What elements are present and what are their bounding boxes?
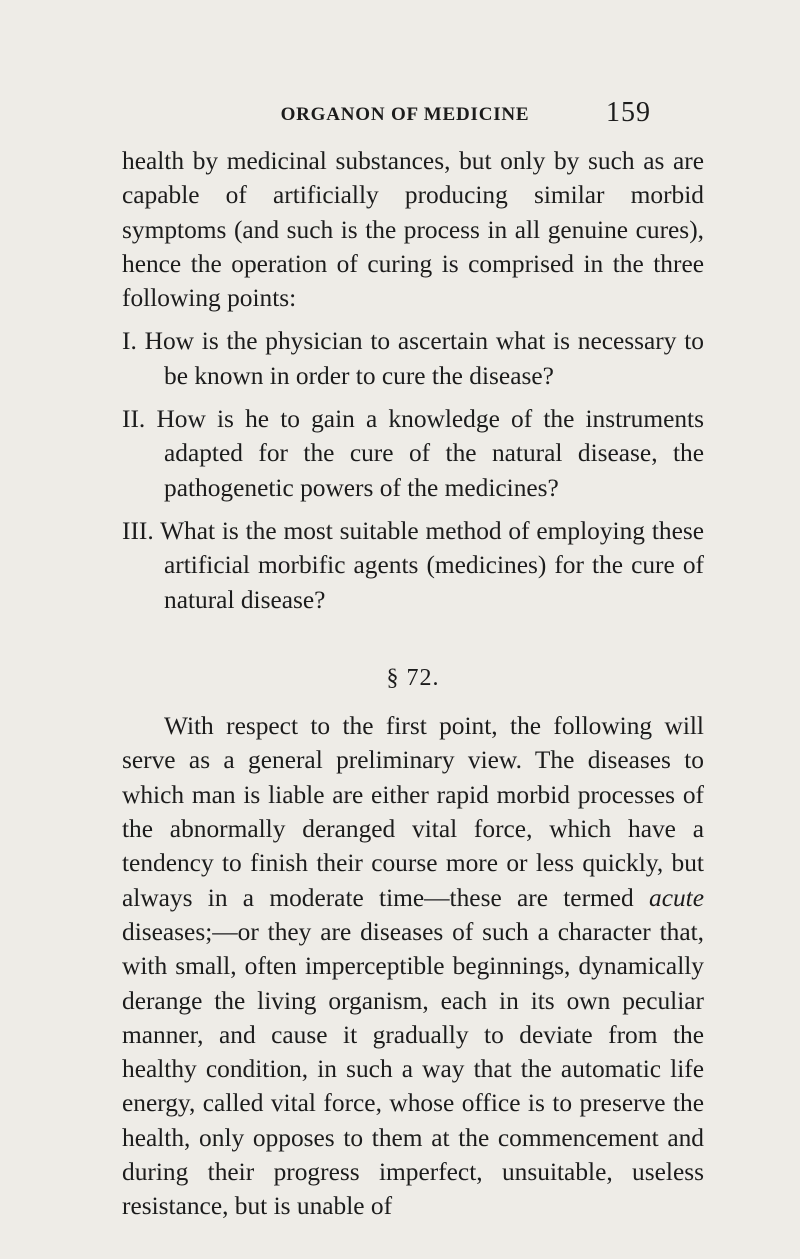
section-paragraph-italic-term: acute (649, 883, 704, 912)
point-text: How is he to gain a knowledge of the instruments adapted for the cure of the natural disease, the pathogenetic powers of the medicines? (156, 405, 704, 502)
section-paragraph (122, 709, 704, 1223)
point-numeral: II. (122, 405, 146, 434)
point-item-2 (122, 402, 704, 505)
intro-paragraph: health by medicinal substances, but only by such as are capable of artificially producing similar morbid symptoms (and such is the process in all genuine cures), hence the operation of curing is comprised in the three following points: (122, 147, 704, 313)
body-text (122, 144, 704, 1224)
section-paragraph-part-2: diseases;—or they are diseases of such a character that, with small, often imperceptible beginnings, dynamically derange the living organism, each in its own peculiar manner, and cause it gradually to deviate from the healthy condition, in such a way that the automatic life energy, called vital force, whose office is to preserve the health, only opposes to them at the commencement and during their progress imperfect, unsuitable, useless resistance, but is unable of (122, 917, 704, 1221)
point-item-1 (122, 324, 704, 393)
point-numeral: I. (122, 327, 137, 356)
section-paragraph-part-1: With respect to the first point, the following will serve as a general preliminary view. The diseases to which man is liable are either rapid morbid processes of the abnormally deranged vital force, which have a tendency to finish their course more or less quickly, but always in a moderate time—these are termed (122, 712, 704, 912)
point-numeral: III. (122, 516, 154, 545)
running-head-title: ORGANON OF MEDICINE (280, 104, 530, 125)
point-text: How is the physician to ascertain what is necessary to be known in order to cure the disease? (144, 327, 704, 390)
page-number: 159 (606, 97, 651, 128)
section-heading: § 72. (386, 664, 440, 691)
point-item-3 (122, 514, 704, 617)
point-text: What is the most suitable method of employing these artificial morbific agents (medicines) for the cure of natural disease? (160, 516, 704, 614)
